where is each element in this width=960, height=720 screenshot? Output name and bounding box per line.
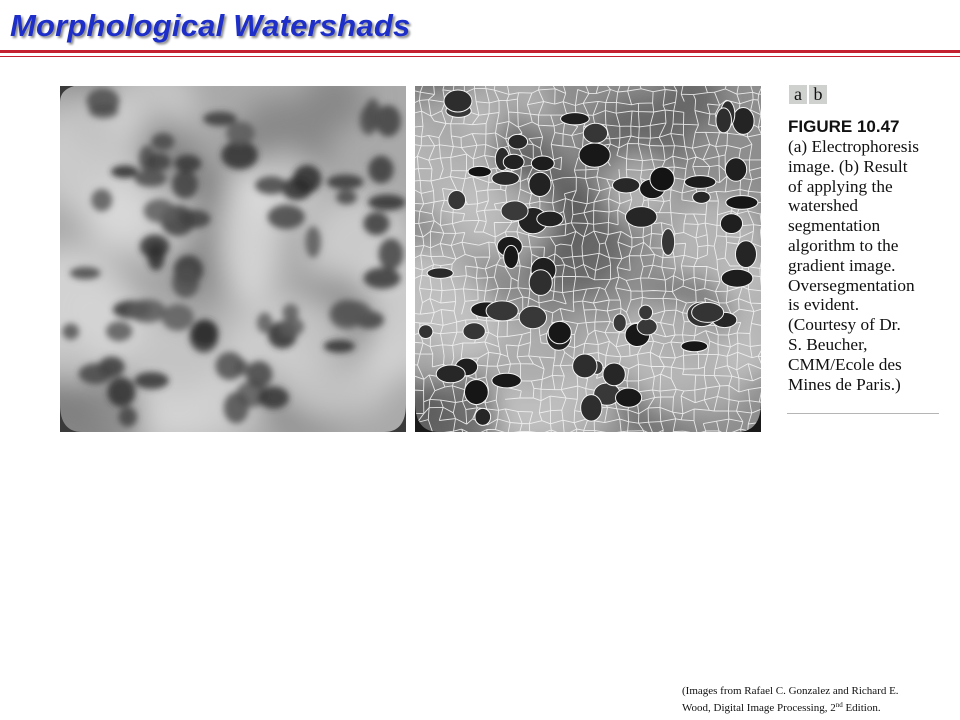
caption-line: (Courtesy of Dr. <box>788 315 901 335</box>
slide-title: Morphological Watershads <box>10 8 411 43</box>
credit-superscript: nd <box>835 701 843 709</box>
electrophoresis-image-graphic <box>60 86 406 432</box>
panel-label-a: a <box>789 85 807 104</box>
caption-line: (a) Electrophoresis <box>788 137 919 156</box>
title-rule-thin <box>0 56 960 57</box>
credit-text-end: Edition. <box>842 702 881 714</box>
caption-line: of applying the <box>788 176 893 196</box>
caption-line: S. Beucher, <box>788 334 868 354</box>
caption-line: is evident. <box>788 295 860 315</box>
figure-number: FIGURE 10.47 <box>788 117 900 136</box>
caption-line: image. (b) Result <box>788 156 908 176</box>
watershed-result-image <box>415 86 761 432</box>
panel-label-b: b <box>809 85 827 104</box>
caption-line: gradient image. <box>788 255 896 275</box>
watershed-result-graphic <box>415 86 761 432</box>
panel-labels <box>789 85 827 104</box>
image-credit <box>682 683 960 717</box>
credit-text: Wood, Digital Image Processing, 2 <box>682 702 836 714</box>
caption-line: CMM/Ecole des <box>788 354 902 374</box>
caption-line: watershed <box>788 196 859 216</box>
title-rule-thick <box>0 50 960 53</box>
caption-divider <box>787 413 939 414</box>
electrophoresis-image <box>60 86 406 432</box>
caption-line: algorithm to the <box>788 235 899 255</box>
credit-line-1: (Images from Rafael C. Gonzalez and Richard E. <box>682 685 899 697</box>
credit-line-2 <box>682 700 960 717</box>
figure-caption <box>788 137 948 394</box>
caption-line: segmentation <box>788 216 881 236</box>
caption-line: Mines de Paris.) <box>788 374 901 394</box>
caption-line: Oversegmentation <box>788 275 915 295</box>
